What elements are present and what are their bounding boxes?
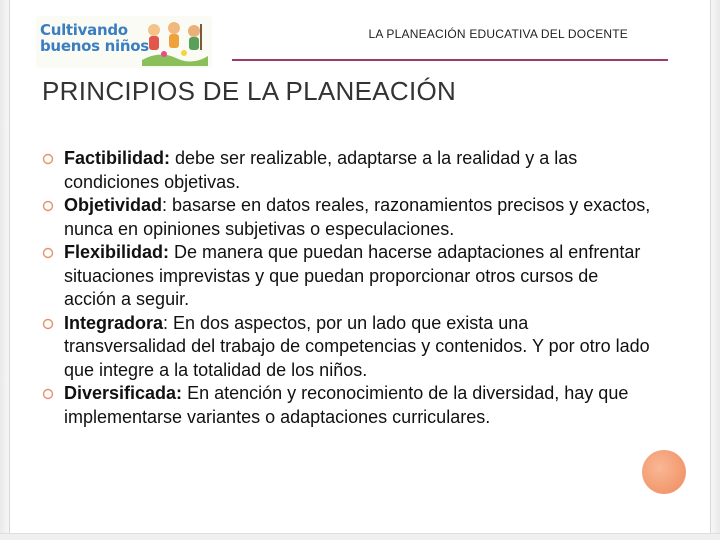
circle-outline-icon	[42, 153, 54, 165]
list-item	[42, 241, 652, 312]
principle-term: Integradora	[64, 312, 164, 333]
circle-outline-icon	[42, 200, 54, 212]
circle-outline-icon	[42, 388, 54, 400]
principle-term: Diversificada:	[64, 383, 183, 403]
bottom-frame-border	[0, 533, 720, 540]
principles-list	[42, 147, 652, 429]
principle-text: De manera que puedan hacerse adaptaciones al enfrentar situaciones imprevistas y que puedan proporcionar otros cursos de acción a seguir.	[64, 242, 641, 309]
circle-outline-icon	[42, 247, 54, 259]
list-item	[42, 194, 652, 241]
principle-term: Objetividad	[64, 195, 163, 215]
children-gardening-icon	[140, 18, 210, 66]
list-item	[42, 147, 652, 194]
principle-text: : En dos aspectos, por un lado que exista una transversalidad del trabajo de competencias y contenidos. Y por otro lado que integre a la totalidad de los niños.	[64, 312, 650, 380]
logo	[36, 16, 212, 68]
header-divider	[232, 59, 668, 61]
principle-text: : basarse en datos reales, razonamientos precisos y exactos, nunca en opiniones subjetivas o especulaciones.	[64, 195, 651, 239]
decorative-orange-circle	[642, 450, 686, 494]
circle-outline-icon	[42, 318, 54, 330]
logo-line-2: buenos niños	[40, 37, 149, 55]
principle-term: Flexibilidad:	[64, 242, 170, 262]
principle-term: Factibilidad:	[64, 148, 171, 168]
logo-text	[40, 22, 149, 54]
header-title: LA PLANEACIÓN EDUCATIVA DEL DOCENTE	[368, 27, 628, 41]
left-frame-border	[0, 0, 10, 540]
principle-text: En atención y reconocimiento de la diversidad, hay que implementarse variantes o adaptaciones curriculares.	[64, 383, 629, 427]
list-item	[42, 382, 652, 429]
logo-line-1: Cultivando	[40, 21, 128, 39]
list-item	[42, 312, 652, 383]
slide-title: PRINCIPIOS DE LA PLANEACIÓN	[42, 76, 457, 106]
right-frame-border	[710, 0, 720, 540]
principle-text: debe ser realizable, adaptarse a la realidad y a las condiciones objetivas.	[64, 148, 578, 192]
